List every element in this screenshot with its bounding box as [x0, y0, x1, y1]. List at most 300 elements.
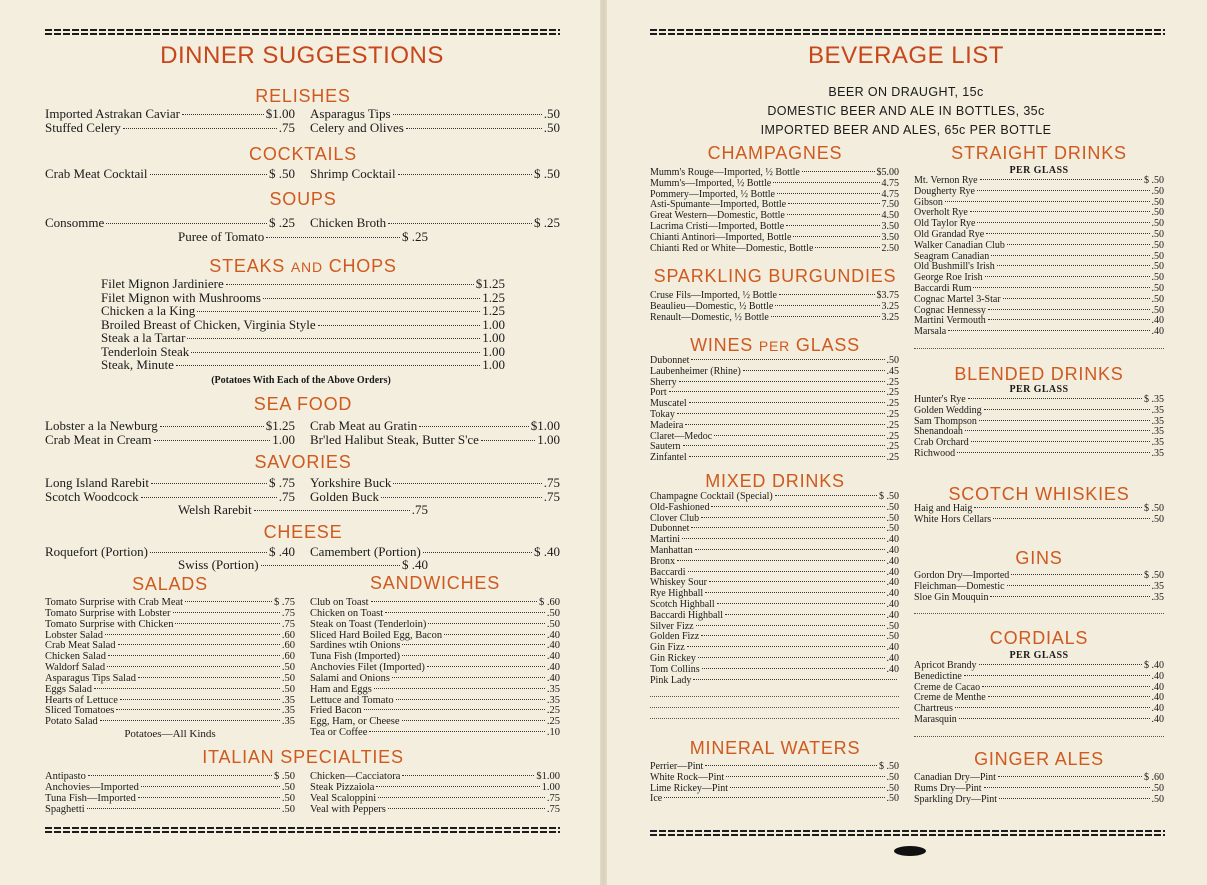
item-price: .40 [886, 544, 899, 556]
item-price: 3.50 [881, 220, 899, 232]
leader-dots [669, 391, 885, 392]
item-name: Claret—Medoc [650, 430, 713, 442]
heading-mineral: MINERAL WATERS [689, 738, 861, 758]
item-name: Dubonnet [650, 355, 690, 366]
item-price: 1.00 [537, 431, 560, 447]
item-price: .50 [1151, 793, 1164, 805]
item-price: .50 [1151, 207, 1164, 219]
menu-item [650, 665, 899, 676]
burgundies-list [650, 291, 899, 323]
item-price: 4.75 [881, 188, 899, 200]
item-name: Tomato Surprise with Crab Meat [45, 597, 184, 608]
item-name: Cruse Fils—Imported, ½ Bottle [650, 290, 777, 301]
item-price: .50 [546, 607, 560, 619]
item-name: Scotch Woodcock [45, 488, 139, 504]
menu-item [650, 367, 899, 378]
item-name: Dougherty Rye [914, 185, 975, 197]
item-price: .50 [546, 618, 560, 630]
leader-dots [176, 365, 480, 366]
menu-item [178, 503, 428, 517]
leader-dots [87, 808, 280, 809]
heading-relishes: RELISHES [255, 86, 351, 106]
sandwiches-list [310, 598, 560, 739]
leader-dots [378, 797, 545, 798]
item-price: .50 [1151, 782, 1164, 794]
menu-item [650, 244, 899, 255]
item-name: Marasquin [914, 713, 957, 725]
menu-item [650, 794, 899, 805]
item-price: .40 [1151, 670, 1164, 682]
item-name: Sautern [650, 441, 681, 453]
menu-item [650, 784, 899, 795]
item-price: .45 [886, 365, 899, 377]
menu-item [310, 216, 560, 230]
item-price: .75 [543, 488, 560, 504]
item-price: .25 [886, 408, 899, 420]
leader-dots [385, 612, 545, 613]
item-name: Renault—Domestic, ½ Bottle [650, 311, 769, 323]
item-price: .50 [886, 782, 899, 794]
item-name: Fried Bacon [310, 705, 362, 717]
item-price: .75 [281, 618, 295, 630]
item-price: .60 [281, 651, 295, 663]
leader-dots [711, 506, 884, 507]
leader-dots [683, 445, 885, 446]
item-price: .35 [546, 694, 560, 706]
item-price: .40 [886, 663, 899, 675]
beer-line-2: DOMESTIC BEER AND ALE IN BOTTLES, 35c [767, 104, 1045, 118]
leader-dots [964, 675, 1150, 676]
salads-list [45, 598, 295, 728]
item-name: Chartreus [914, 703, 953, 715]
relishes-col2 [310, 107, 560, 134]
leader-dots [974, 507, 1142, 508]
item-price: .35 [281, 705, 295, 717]
item-name: Filet Mignon Jardiniere [101, 276, 224, 291]
menu-item [310, 685, 560, 696]
leader-dots [701, 517, 884, 518]
leader-dots [116, 709, 280, 710]
item-price: .25 [886, 376, 899, 388]
item-name: Rums Dry—Pint [914, 782, 982, 794]
item-price: .40 [546, 629, 560, 641]
item-name: Clover Club [650, 512, 700, 524]
leader-dots [1011, 574, 1142, 575]
leader-dots [141, 497, 277, 498]
item-name: Asti-Spumante—Imported, Bottle [650, 199, 787, 211]
leader-dots [150, 552, 267, 553]
item-name: Old-Fashioned [650, 501, 710, 513]
item-price: .50 [281, 672, 295, 684]
menu-item [310, 620, 560, 631]
item-name: Crab Orchard [914, 437, 969, 449]
item-name: Creme de Cacao [914, 681, 981, 693]
leader-dots [970, 211, 1150, 212]
heading-burgundies: SPARKLING BURGUNDIES [653, 266, 897, 286]
leader-dots [687, 646, 885, 647]
leader-dots [108, 655, 280, 656]
item-name: Steak a la Tartar [101, 330, 186, 345]
leader-dots [154, 440, 271, 441]
item-price: .50 [543, 106, 560, 121]
item-name: Dubonnet [650, 523, 690, 535]
item-price: $5.00 [876, 167, 899, 178]
item-price: .50 [1151, 513, 1164, 525]
bottom-rule-right [650, 830, 1165, 836]
item-name: Roquefort (Portion) [45, 544, 148, 559]
menu-item [650, 503, 899, 514]
item-price: $ .50 [274, 771, 295, 782]
item-price: 3.25 [881, 311, 899, 323]
menu-item [45, 620, 295, 631]
item-name: Old Bushmill's Irish [914, 261, 995, 273]
leader-dots [999, 798, 1149, 799]
item-name: Beaulieu—Domestic, ½ Bottle [650, 300, 774, 312]
leader-dots [191, 352, 480, 353]
item-name: Gibson [914, 196, 943, 208]
item-price: .50 [886, 523, 899, 535]
item-name: Chianti Red or White—Domestic, Bottle [650, 242, 814, 254]
leader-dots [182, 114, 264, 115]
leader-dots [100, 720, 280, 721]
item-name: Br'led Halibut Steak, Butter S'ce [310, 431, 479, 447]
item-name: Mumm's Rouge—Imported, ½ Bottle [650, 167, 800, 178]
item-price: .25 [886, 419, 899, 431]
item-price: $ .40 [402, 557, 428, 572]
item-price: .35 [1151, 447, 1164, 459]
item-name: Tenderloin Steak [101, 343, 190, 359]
item-price: .40 [886, 609, 899, 621]
menu-item [45, 216, 295, 230]
menu-item [914, 784, 1164, 795]
menu-item [650, 546, 899, 557]
beverage-title: BEVERAGE LIST [808, 42, 1004, 69]
leader-dots [696, 625, 885, 626]
item-price: $ .25 [534, 215, 560, 230]
item-price: .50 [886, 631, 899, 643]
menu-item [650, 233, 899, 244]
leader-dots [788, 203, 879, 204]
menu-item [101, 277, 505, 291]
menu-item [310, 419, 560, 433]
menu-item [45, 685, 295, 696]
item-price: $1.00 [265, 106, 295, 121]
item-price: .40 [1151, 692, 1164, 704]
cheese-center [178, 558, 428, 572]
scotch-list [914, 504, 1164, 526]
item-name: Antipasto [45, 771, 86, 782]
item-name: Baccardi [650, 566, 686, 578]
item-price: .50 [886, 501, 899, 513]
item-name: Pink Lady [650, 674, 692, 686]
cordials-sub: PER GLASS [1009, 650, 1069, 661]
item-name: Rye Highball [650, 588, 704, 600]
menu-item [45, 433, 295, 447]
leader-dots [955, 707, 1150, 708]
item-name: Steak Pizzaiola [310, 781, 375, 793]
item-price: $ .35 [1144, 394, 1164, 405]
menu-item [650, 453, 899, 464]
cordials-list [914, 661, 1164, 737]
menu-item [310, 805, 560, 816]
item-price: .40 [886, 555, 899, 567]
item-name: Tuna Fish—Imported [45, 792, 136, 804]
item-price: .40 [886, 577, 899, 589]
item-name: Creme de Menthe [914, 692, 986, 704]
item-price: .50 [886, 512, 899, 524]
item-price: .50 [1151, 185, 1164, 197]
item-price: $1.00 [530, 418, 560, 433]
heading-wines: WINES PER GLASS [690, 335, 860, 355]
item-name: Pommery—Imported, ½ Bottle [650, 188, 775, 200]
item-price: .50 [1151, 304, 1164, 316]
heading-sandwiches: SANDWICHES [369, 573, 501, 593]
heading-soups: SOUPS [269, 189, 337, 209]
leader-dots [957, 452, 1149, 453]
item-price: .75 [278, 119, 295, 135]
leader-dots [980, 179, 1142, 180]
item-price: .40 [886, 566, 899, 578]
heading-blended: BLENDED DRINKS [954, 364, 1124, 384]
leader-dots [679, 381, 885, 382]
leader-dots [94, 688, 280, 689]
ornament-icon [894, 846, 926, 856]
menu-item [178, 558, 428, 572]
heading-ginger: GINGER ALES [974, 749, 1104, 769]
item-name: Steak, Minute [101, 357, 174, 372]
leader-dots [802, 171, 875, 172]
straight-list [914, 176, 1164, 349]
menu-item [650, 676, 899, 687]
heading-savories: SAVORIES [254, 452, 352, 472]
item-price: 1.00 [482, 343, 505, 359]
blank-line [650, 686, 899, 697]
top-rule-left [45, 29, 560, 35]
item-price: $ .25 [402, 229, 428, 244]
leader-dots [402, 655, 545, 656]
item-name: Chicken—Cacciatora [310, 771, 401, 782]
item-price: .35 [1151, 426, 1164, 438]
item-name: Celery and Olives [310, 119, 404, 135]
item-name: Golden Fizz [650, 631, 700, 643]
item-name: Cognac Hennessy [914, 304, 986, 316]
leader-dots [973, 287, 1149, 288]
leader-dots [743, 370, 885, 371]
leader-dots [693, 679, 897, 680]
item-name: Champagne Cocktail (Special) [650, 491, 773, 502]
item-name: Shrimp Cocktail [310, 166, 396, 181]
item-price: .40 [1151, 315, 1164, 327]
leader-dots [381, 497, 542, 498]
leader-dots [988, 319, 1150, 320]
item-name: Hunter's Rye [914, 394, 966, 405]
item-name: Egg, Ham, or Cheese [310, 716, 400, 728]
item-name: Bronx [650, 555, 675, 567]
item-name: Lobster a la Newburg [45, 418, 158, 433]
wines-list [650, 356, 899, 464]
leader-dots [773, 182, 879, 183]
menu-item [310, 167, 560, 181]
leader-dots [730, 787, 884, 788]
item-name: Tomato Surprise with Lobster [45, 607, 171, 619]
item-name: Sliced Tomatoes [45, 705, 115, 717]
leader-dots [1007, 585, 1150, 586]
item-price: .40 [1151, 713, 1164, 725]
mixed-list [650, 492, 899, 719]
item-price: .75 [411, 502, 428, 517]
item-price: $ .75 [269, 475, 295, 490]
item-price: .50 [1151, 239, 1164, 251]
leader-dots [714, 435, 884, 436]
menu-item [914, 593, 1164, 604]
item-name: Sardines wtih Onions [310, 640, 401, 652]
item-name: Canadian Dry—Pint [914, 772, 996, 783]
menu-item [650, 432, 899, 443]
menu-item [310, 121, 560, 135]
item-name: Perrier—Pint [650, 761, 704, 772]
item-price: .50 [886, 771, 899, 783]
item-price: .50 [281, 803, 295, 815]
item-name: Crab Meat Cocktail [45, 166, 148, 181]
item-price: .25 [886, 430, 899, 442]
item-price: .50 [1151, 272, 1164, 284]
item-price: $ .60 [539, 597, 560, 608]
menu-item [178, 230, 428, 244]
item-price: .40 [546, 640, 560, 652]
item-name: Martini Vermouth [914, 315, 986, 327]
leader-dots [979, 664, 1143, 665]
item-price: .25 [886, 387, 899, 399]
item-price: 4.50 [881, 210, 899, 222]
heading-mixed: MIXED DRINKS [705, 471, 845, 491]
item-price: .40 [886, 642, 899, 654]
menu-item [650, 410, 899, 421]
item-name: Tokay [650, 408, 675, 420]
item-price: .40 [886, 534, 899, 546]
menu-item [914, 672, 1164, 683]
heading-seafood: SEA FOOD [253, 394, 353, 414]
item-name: Haig and Haig [914, 503, 973, 514]
item-price: .50 [1151, 293, 1164, 305]
item-name: Chicken Broth [310, 215, 387, 230]
blank-line [914, 603, 1164, 614]
leader-dots [138, 677, 280, 678]
leader-dots [402, 644, 544, 645]
page-fold [600, 0, 607, 885]
leader-dots [986, 233, 1149, 234]
item-price: $ .50 [534, 166, 560, 181]
savories-col2 [310, 476, 560, 503]
item-name: Chicken a la King [101, 303, 196, 318]
italian-col1 [45, 772, 295, 815]
item-name: Anchovies Filet (Imported) [310, 662, 425, 674]
item-price: .40 [1151, 681, 1164, 693]
item-name: Anchovies—Imported [45, 781, 139, 793]
item-price: .60 [281, 629, 295, 641]
heading-champagnes: CHAMPAGNES [707, 143, 843, 163]
leader-dots [991, 255, 1149, 256]
item-name: Zinfantel [650, 452, 687, 464]
item-name: Fleichman—Domestic [914, 580, 1005, 592]
item-price: .75 [278, 488, 295, 504]
item-name: Lime Rickey—Pint [650, 782, 729, 794]
menu-item [45, 794, 295, 805]
cheese-col2 [310, 545, 560, 559]
menu-item [914, 449, 1164, 460]
blank-line [650, 708, 899, 719]
menu-item [650, 179, 899, 190]
item-price: $ .50 [879, 761, 899, 772]
leader-dots [261, 565, 400, 566]
menu-item [310, 433, 560, 447]
item-price: .40 [886, 598, 899, 610]
leader-dots [481, 440, 535, 441]
blank-line [914, 338, 1164, 349]
leader-dots [138, 797, 280, 798]
leader-dots [705, 592, 884, 593]
item-name: Long Island Rarebit [45, 475, 149, 490]
seafood-col1 [45, 419, 295, 446]
item-name: Swiss (Portion) [178, 557, 259, 572]
savories-col1 [45, 476, 295, 503]
leader-dots [388, 223, 532, 224]
menu-item [650, 378, 899, 389]
item-price: $ .50 [1144, 175, 1164, 186]
item-price: 4.75 [881, 177, 899, 189]
item-price: .10 [546, 727, 560, 739]
item-price: .40 [546, 662, 560, 674]
leader-dots [107, 666, 280, 667]
menu-item [45, 167, 295, 181]
leader-dots [984, 787, 1150, 788]
menu-item [914, 316, 1164, 327]
leader-dots [688, 571, 885, 572]
leader-dots [726, 776, 884, 777]
item-name: Chicken on Toast [310, 607, 384, 619]
item-name: Shenandoah [914, 426, 963, 438]
leader-dots [88, 775, 272, 776]
item-price: .40 [886, 652, 899, 664]
item-price: .40 [546, 651, 560, 663]
leader-dots [779, 294, 875, 295]
item-price: .50 [886, 793, 899, 805]
item-name: Richwood [914, 447, 956, 459]
menu-item [101, 345, 505, 359]
blended-list [914, 395, 1164, 460]
heading-straight: STRAIGHT DRINKS [951, 143, 1127, 163]
leader-dots [977, 190, 1150, 191]
heading-scotch: SCOTCH WHISKIES [948, 484, 1130, 504]
leader-dots [106, 223, 267, 224]
item-price: .50 [1151, 218, 1164, 230]
item-name: Benedictine [914, 670, 962, 682]
item-name: Old Grandad Rye [914, 228, 985, 240]
heading-salads: SALADS [132, 574, 208, 594]
menu-item [101, 318, 505, 332]
item-name: Gordon Dry—Imported [914, 570, 1010, 581]
menu-item [914, 582, 1164, 593]
leader-dots [398, 174, 532, 175]
item-name: Sloe Gin Mouquin [914, 591, 989, 603]
leader-dots [419, 426, 529, 427]
leader-dots [965, 430, 1150, 431]
item-price: .75 [546, 803, 560, 815]
menu-item [310, 476, 560, 490]
leader-dots [1003, 298, 1150, 299]
item-name: Overholt Rye [914, 207, 968, 219]
item-price: 1.00 [272, 431, 295, 447]
heading-cocktails: COCKTAILS [249, 144, 357, 164]
